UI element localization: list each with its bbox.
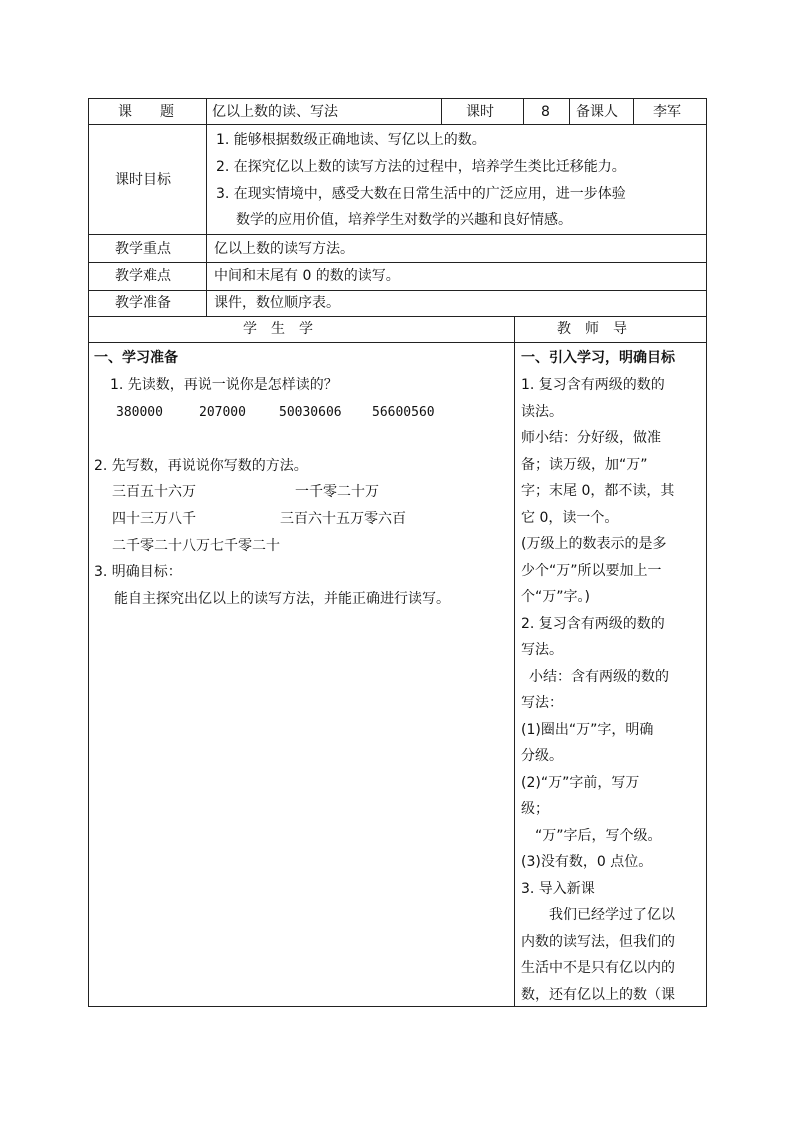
goal-line: 3. 在现实情境中，感受大数在日常生活中的广泛应用，进一步体验 xyxy=(216,186,626,202)
teacher-line: 内数的读写法，但我们的 xyxy=(521,934,675,950)
teacher-column-heading: 教 师 导 xyxy=(557,321,627,337)
student-item-1: 1. 先读数，再说一说你是怎样读的？ xyxy=(110,377,338,393)
student-column-heading: 学 生 学 xyxy=(243,321,313,337)
teacher-line: 少个“万”所以要加上一 xyxy=(521,563,662,579)
student-item-3: 3. 明确目标： xyxy=(94,564,182,580)
teacher-line: (3)没有数，0 点位。 xyxy=(521,854,653,870)
teacher-section-heading: 一、引入学习，明确目标 xyxy=(521,350,675,366)
number-word: 四十三万八千 xyxy=(112,511,196,527)
key-point-label: 教学重点 xyxy=(115,241,171,257)
number-word: 三百六十五万零六百 xyxy=(280,511,406,527)
goals-label: 课时目标 xyxy=(115,172,171,188)
preparation-value: 课件，数位顺序表。 xyxy=(214,295,340,311)
teacher-line: 级； xyxy=(521,801,549,817)
column-divider xyxy=(206,98,207,316)
preparer-label: 备课人 xyxy=(576,104,618,120)
goal-line: 1. 能够根据数级正确地读、写亿以上的数。 xyxy=(216,132,486,148)
row-divider xyxy=(88,124,707,125)
teacher-line: 2. 复习含有两级的数的 xyxy=(521,616,665,632)
column-divider xyxy=(633,98,634,124)
topic-label: 课 题 xyxy=(118,104,174,120)
teacher-line: 分级。 xyxy=(521,748,563,764)
teacher-line: 我们已经学过了亿以 xyxy=(549,907,675,923)
row-divider xyxy=(88,316,707,317)
goal-line: 数学的应用价值，培养学生对数学的兴趣和良好情感。 xyxy=(236,212,572,228)
teacher-line: 小结：含有两级的数的 xyxy=(529,669,669,685)
period-label: 课时 xyxy=(466,104,494,120)
goal-line: 2. 在探究亿以上数的读写方法的过程中，培养学生类比迁移能力。 xyxy=(216,159,626,175)
number-to-read: 380000 xyxy=(116,405,163,420)
teacher-line: 数，还有亿以上的数（课 xyxy=(521,987,675,1003)
teacher-line: 它 0，读一个。 xyxy=(521,510,619,526)
number-to-read: 207000 xyxy=(199,405,246,420)
column-divider xyxy=(523,98,524,124)
teacher-line: “万”字后，写个级。 xyxy=(535,828,662,844)
column-divider xyxy=(569,98,570,124)
number-word: 三百五十六万 xyxy=(112,484,196,500)
student-section-heading: 一、学习准备 xyxy=(94,350,178,366)
student-item-2: 2. 先写数，再说说你写数的方法。 xyxy=(94,458,308,474)
teacher-line: 1. 复习含有两级的数的 xyxy=(521,377,665,393)
teacher-line: 生活中不是只有亿以内的 xyxy=(521,960,675,976)
number-to-read: 50030606 xyxy=(279,405,342,420)
teacher-line: 写法。 xyxy=(521,642,563,658)
teacher-line: 3. 导入新课 xyxy=(521,881,595,897)
teacher-line: 个“万”字。) xyxy=(521,589,590,605)
teacher-line: (1)圈出“万”字，明确 xyxy=(521,722,654,738)
row-divider xyxy=(88,290,707,291)
teacher-line: (2)“万”字前，写万 xyxy=(521,775,640,791)
column-divider xyxy=(441,98,442,124)
row-divider xyxy=(88,342,707,343)
teacher-line: (万级上的数表示的是多 xyxy=(521,536,667,552)
teacher-line: 读法。 xyxy=(521,404,563,420)
difficulty-label: 教学难点 xyxy=(115,268,171,284)
teacher-line: 字；末尾 0，都不读，其 xyxy=(521,483,675,499)
preparation-label: 教学准备 xyxy=(115,295,171,311)
teacher-line: 备；读万级，加“万” xyxy=(521,457,648,473)
difficulty-value: 中间和末尾有 0 的数的读写。 xyxy=(214,268,400,284)
period-value: 8 xyxy=(541,104,550,120)
preparer-value: 李军 xyxy=(653,104,681,120)
teacher-line: 写法： xyxy=(521,695,563,711)
number-word: 二千零二十八万七千零二十 xyxy=(112,538,280,554)
key-point-value: 亿以上数的读写方法。 xyxy=(214,241,354,257)
number-word: 一千零二十万 xyxy=(295,484,379,500)
column-divider xyxy=(514,316,515,1007)
teacher-line: 师小结：分好级，做准 xyxy=(521,430,661,446)
row-divider xyxy=(88,262,707,263)
student-goal-text: 能自主探究出亿以上的读写方法，并能正确进行读写。 xyxy=(114,591,450,607)
row-divider xyxy=(88,234,707,235)
number-to-read: 56600560 xyxy=(372,405,435,420)
topic-value: 亿以上数的读、写法 xyxy=(212,104,338,120)
